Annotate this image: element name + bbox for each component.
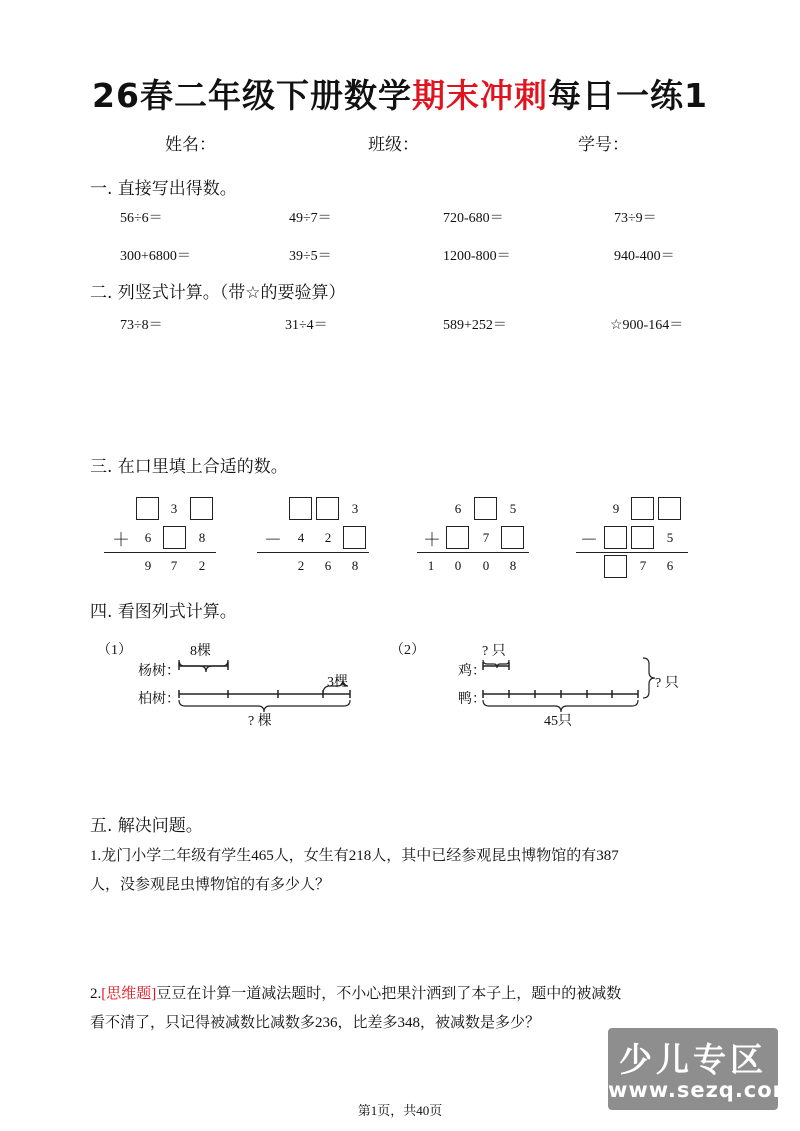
difference-line (257, 552, 369, 553)
problem-1-line1: 1.龙门小学二年级有学生465人，女生有218人，其中已经参观昆虫博物馆的有387 (90, 848, 619, 864)
blank-box[interactable] (163, 526, 186, 549)
section1-heading: 一. 直接写出得数。 (90, 179, 237, 199)
digit: 9 (144, 558, 152, 573)
blank-box[interactable] (343, 526, 366, 549)
section3-heading: 三. 在口里填上合适的数。 (90, 457, 288, 477)
blank-box[interactable] (136, 497, 159, 520)
sum-line (104, 552, 216, 553)
problem-2-number: 2. (90, 986, 102, 1002)
plus-sign: ＋ (112, 530, 130, 551)
digit: 2 (297, 558, 305, 573)
blank-box[interactable] (604, 526, 627, 549)
problem-1-line2: 人，没参观昆虫博物馆的有多少人？ (90, 877, 331, 893)
blank-box[interactable] (631, 497, 654, 520)
digit: 5 (666, 530, 674, 545)
diagram-number: （2） (390, 643, 425, 658)
diagram-number: （1） (97, 643, 132, 658)
digit: 0 (454, 558, 462, 573)
plus-sign: ＋ (423, 530, 441, 551)
s2-item: 589+252＝ (443, 318, 507, 333)
s2-item: ☆900-164＝ (610, 318, 684, 333)
blank-box[interactable] (631, 526, 654, 549)
s2-item: 31÷4＝ (285, 318, 328, 333)
problem-2-line2: 看不清了，只记得被减数比减数多236，比差多348，被减数是多少？ (90, 1015, 541, 1031)
title-part1: 26春二年级下册数学 (92, 76, 412, 115)
blank-box[interactable] (446, 526, 469, 549)
digit: 8 (351, 558, 359, 573)
row-label-chicken: 鸡： (458, 664, 486, 679)
problem-2-text: 豆豆在计算一道减法题时，不小心把果汁洒到了本子上，题中的被减数 (156, 986, 622, 1002)
s1-item: 73÷9＝ (614, 211, 657, 226)
bottom-annotation: 45只 (544, 714, 572, 729)
section2-heading: 二. 列竖式计算。（带☆的要验算） (90, 283, 346, 303)
digit: 6 (144, 530, 152, 545)
s1-item: 56÷6＝ (120, 211, 163, 226)
top-annotation: ? 只 (482, 644, 506, 659)
row-label-cypress: 柏树： (138, 692, 180, 707)
digit: 7 (482, 530, 490, 545)
s1-item: 39÷5＝ (289, 249, 332, 264)
right-annotation: 3棵 (327, 675, 348, 690)
thinking-tag: [思维题] (101, 986, 157, 1002)
digit: 3 (351, 501, 359, 516)
s1-item: 720-680＝ (443, 211, 504, 226)
site-logo (608, 1028, 796, 1110)
s1-item: 49÷7＝ (289, 211, 332, 226)
blank-box[interactable] (474, 497, 497, 520)
segment-diagram-1 (170, 650, 360, 720)
digit: 6 (666, 558, 674, 573)
logo-url: www.sezq.com (608, 1078, 796, 1102)
minus-sign: － (580, 530, 598, 551)
row-label-duck: 鸭： (458, 692, 486, 707)
s1-item: 940-400＝ (614, 249, 675, 264)
blank-box[interactable] (604, 555, 627, 578)
difference-line (576, 552, 688, 553)
blank-box[interactable] (316, 497, 339, 520)
digit: 7 (170, 558, 178, 573)
blank-box[interactable] (501, 526, 524, 549)
name-label: 姓名： (165, 135, 216, 155)
title-highlight: 期末冲刺 (411, 76, 548, 115)
digit: 6 (454, 501, 462, 516)
digit: 2 (198, 558, 206, 573)
page-title (0, 70, 800, 117)
student-number-label: 学号： (578, 135, 629, 155)
sum-line (417, 552, 529, 553)
digit: 8 (509, 558, 517, 573)
digit: 4 (297, 530, 305, 545)
digit: 0 (482, 558, 490, 573)
class-label: 班级： (368, 135, 419, 155)
page-footer: 第1页，共40页 (357, 1103, 443, 1118)
title-part3: 每日一练1 (547, 76, 708, 115)
digit: 7 (639, 558, 647, 573)
blank-box[interactable] (190, 497, 213, 520)
row-label-poplar: 杨树： (138, 664, 180, 679)
digit: 1 (427, 558, 435, 573)
digit: 6 (324, 558, 332, 573)
digit: 9 (612, 501, 620, 516)
logo-title: 少儿专区 (619, 1040, 767, 1079)
right-annotation: ? 只 (655, 676, 679, 691)
section4-heading: 四. 看图列式计算。 (90, 602, 237, 622)
s2-item: 73÷8＝ (120, 318, 163, 333)
segment-diagram-2 (475, 650, 660, 720)
top-annotation: 8棵 (190, 644, 211, 659)
digit: 2 (324, 530, 332, 545)
s1-item: 1200-800＝ (443, 249, 511, 264)
blank-box[interactable] (658, 497, 681, 520)
bottom-annotation: ? 棵 (248, 714, 272, 729)
digit: 3 (170, 501, 178, 516)
digit: 5 (509, 501, 517, 516)
digit: 8 (198, 530, 206, 545)
problem-2-line1 (90, 980, 621, 1009)
section5-heading: 五. 解决问题。 (90, 816, 203, 836)
s1-item: 300+6800＝ (120, 249, 191, 264)
minus-sign: － (264, 530, 282, 551)
blank-box[interactable] (289, 497, 312, 520)
